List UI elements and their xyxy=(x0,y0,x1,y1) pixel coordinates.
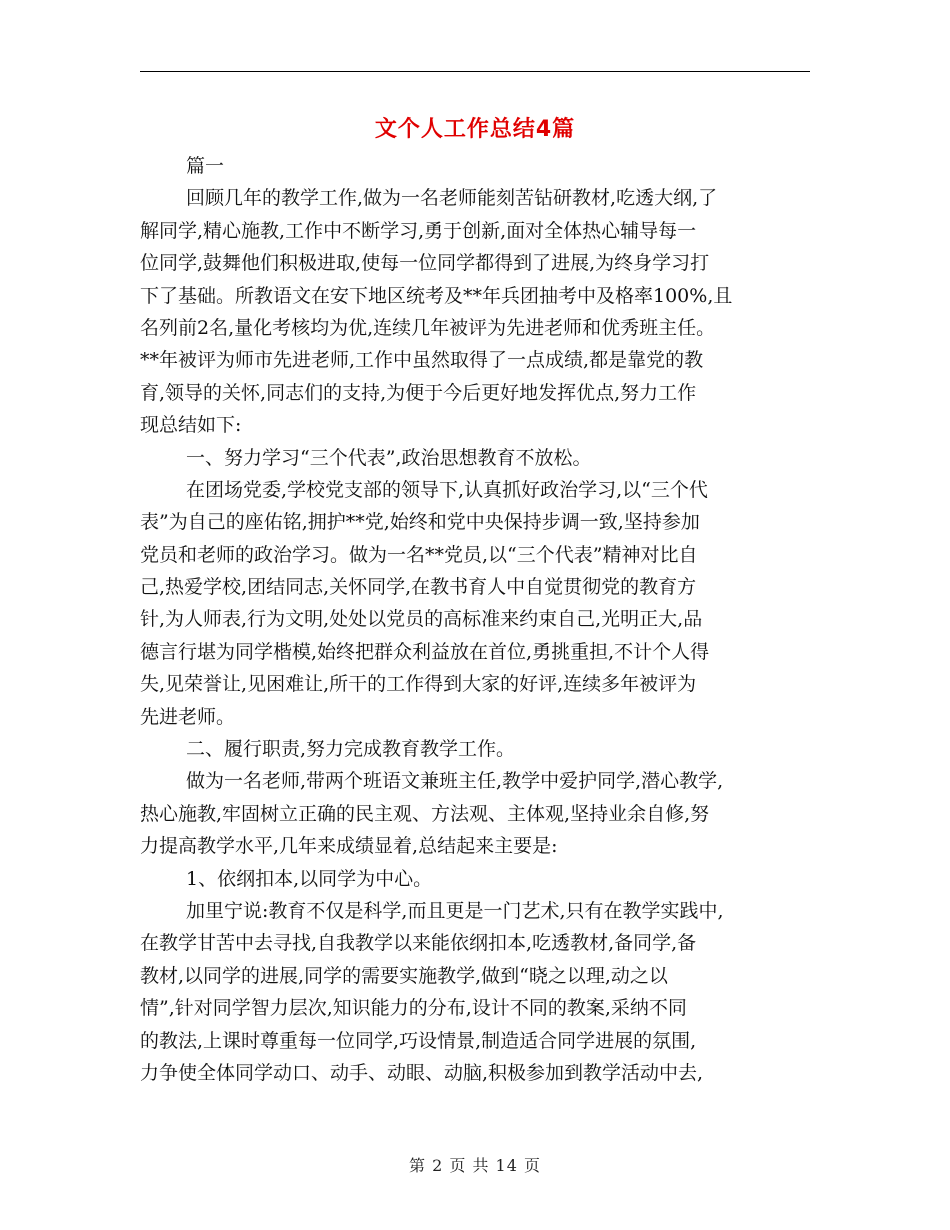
paragraph-line: 热心施教,牢固树立正确的民主观、方法观、主体观,坚持业余自修,努 xyxy=(140,802,710,825)
section-heading: 1、依纲扣本,以同学为中心。 xyxy=(186,867,433,890)
section-heading: 一、努力学习“三个代表”,政治思想教育不放松。 xyxy=(186,446,592,469)
paragraph-line: 针,为人师表,行为文明,处处以党员的高标准来约束自己,光明正大,品 xyxy=(140,608,703,631)
paragraph-line: 下了基础。所教语文在安下地区统考及**年兵团抽考中及格率100%,且 xyxy=(140,284,733,307)
paragraph-line: 现总结如下: xyxy=(140,414,242,437)
paragraph-line: 在教学甘苦中去寻找,自我教学以来能依纲扣本,吃透教材,备同学,备 xyxy=(140,932,697,955)
paragraph-line: 解同学,精心施教,工作中不断学习,勇于创新,面对全体热心辅导每一 xyxy=(140,219,697,242)
section-heading: 篇一 xyxy=(186,155,225,177)
paragraph-line: 表”为自己的座佑铭,拥护**党,始终和党中央保持步调一致,坚持参加 xyxy=(140,511,700,534)
paragraph-line: 在团场党委,学校党支部的领导下,认真抓好政治学习,以“三个代 xyxy=(186,478,708,501)
header-rule xyxy=(140,71,810,72)
paragraph-line: 的教法,上课时尊重每一位同学,巧设情景,制造适合同学进展的氛围, xyxy=(140,1029,697,1052)
page-number-footer: 第 2 页 共 14 页 xyxy=(409,1156,541,1175)
paragraph-line: 力争使全体同学动口、动手、动眼、动脑,积极参加到教学活动中去, xyxy=(140,1061,704,1084)
paragraph-line: 己,热爱学校,团结同志,关怀同学,在教书育人中自觉贯彻党的教育方 xyxy=(140,576,697,599)
document-body xyxy=(140,150,812,1089)
paragraph-line: 失,见荣誉让,见困难让,所干的工作得到大家的好评,连续多年被评为 xyxy=(140,673,697,696)
paragraph-line: 党员和老师的政治学习。做为一名**党员,以“三个代表”精神对比自 xyxy=(140,543,698,566)
paragraph-line: 力提高教学水平,几年来成绩显着,总结起来主要是: xyxy=(140,835,558,858)
paragraph-line: 教材,以同学的进展,同学的需要实施教学,做到“晓之以理,动之以 xyxy=(140,964,668,987)
paragraph-line: 位同学,鼓舞他们积极进取,使每一位同学都得到了进展,为终身学习打 xyxy=(140,252,710,275)
section-heading: 二、履行职责,努力完成教育教学工作。 xyxy=(186,738,516,761)
paragraph-line: 回顾几年的教学工作,做为一名老师能刻苦钻研教材,吃透大纲,了 xyxy=(186,187,718,210)
paragraph-line: 育,领导的关怀,同志们的支持,为便于今后更好地发挥优点,努力工作 xyxy=(140,381,697,404)
paragraph-line: 德言行堪为同学楷模,始终把群众利益放在首位,勇挑重担,不计个人得 xyxy=(140,640,710,663)
paragraph-line: 情”,针对同学智力层次,知识能力的分布,设计不同的教案,采纳不同 xyxy=(140,997,687,1020)
paragraph-line: 加里宁说:教育不仅是科学,而且更是一门艺术,只有在教学实践中, xyxy=(186,899,724,922)
paragraph-line: 先进老师。 xyxy=(140,705,236,728)
document-title: 文个人工作总结4篇 xyxy=(374,117,576,142)
paragraph-line: **年被评为师市先进老师,工作中虽然取得了一点成绩,都是靠党的教 xyxy=(140,349,704,372)
paragraph-line: 名列前2名,量化考核均为优,连续几年被评为先进老师和优秀班主任。 xyxy=(140,316,716,339)
paragraph-line: 做为一名老师,带两个班语文兼班主任,教学中爱护同学,潜心教学, xyxy=(186,770,724,793)
